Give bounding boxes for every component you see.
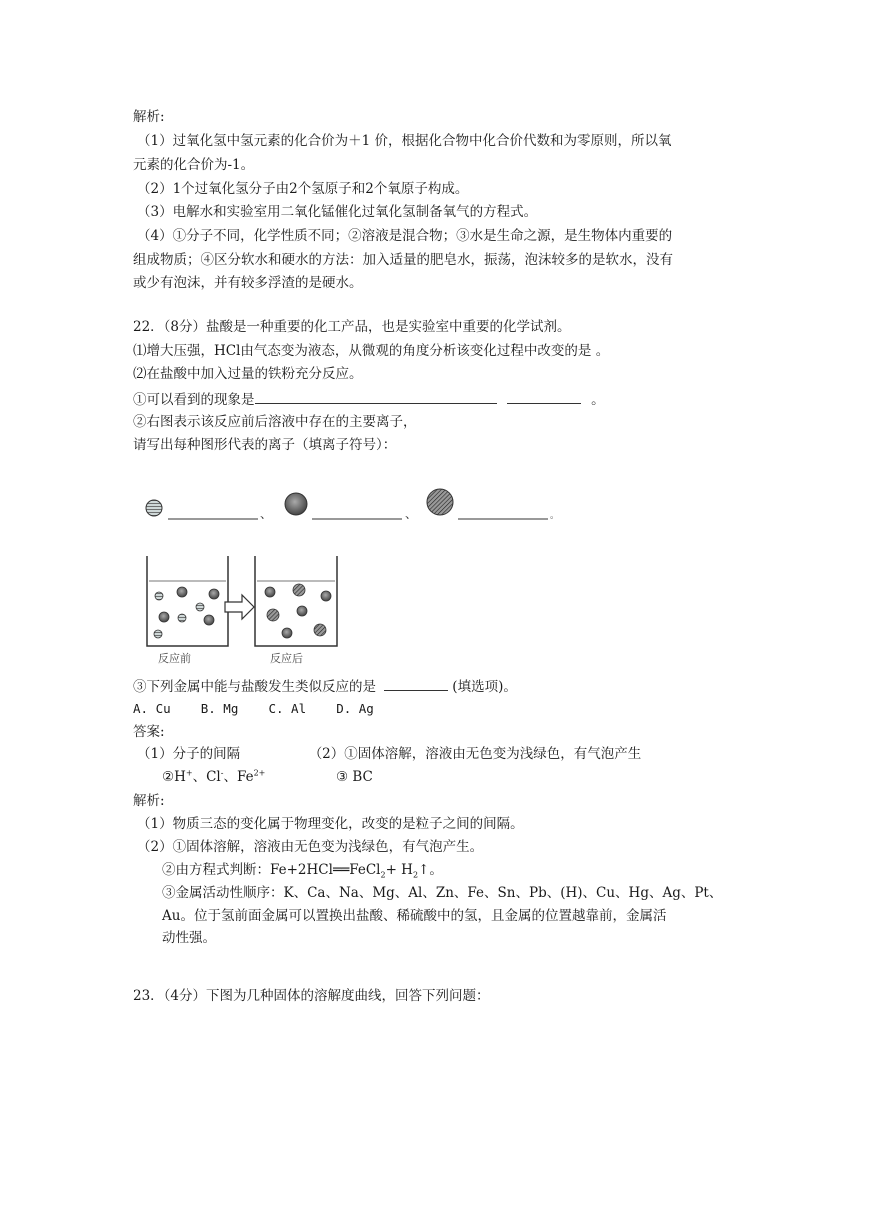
- q22-sub3: [133, 389, 605, 409]
- equation-product-sub: 2: [380, 870, 386, 880]
- analysis-p4c: 或少有泡沫，并有较多浮渣的是硬水。: [133, 275, 363, 291]
- cl-ion: [177, 587, 187, 597]
- q22-sub5: 请写出每种图形代表的离子（填离子符号）：: [133, 437, 397, 453]
- answer-blank-metals[interactable]: [384, 676, 448, 691]
- q22-analysis-heading: 解析:: [133, 793, 165, 809]
- q22-sub6-prefix: ③下列金属中能与盐酸发生类似反应的是: [133, 679, 376, 695]
- q22-sub6: [133, 676, 517, 696]
- answer-metals: ③ BC: [335, 769, 373, 785]
- q22-analysis-4a: ③金属活动性顺序：K、Ca、Na、Mg、Al、Zn、Fe、Sn、Pb、(H)、Cu、Hg、Ag、Pt、: [162, 885, 723, 901]
- answer-line-1: [137, 745, 641, 763]
- analysis-p1a: （1）过氧化氢中氢元素的化合价为＋1 价，根据化合物中化合价代数和为零原则，所以氧: [137, 133, 672, 149]
- fe-ion: [293, 584, 305, 596]
- q22-title: 22．（8分）盐酸是一种重要的化工产品，也是实验室中重要的化学试剂。: [133, 319, 571, 335]
- answer-heading: 答案:: [133, 724, 165, 740]
- fe-ion: [267, 609, 279, 621]
- legend-sep-1: 、: [260, 507, 273, 521]
- cl-ion: [159, 612, 169, 622]
- answer-ion-h-sup: +: [185, 768, 193, 778]
- q22-sub3-end: 。: [591, 392, 605, 408]
- q22-sub6-suffix: (填选项)。: [452, 679, 517, 695]
- answer-blank-phenomenon-2[interactable]: [507, 389, 581, 404]
- answer-ion-h: ②H: [162, 769, 186, 785]
- q22-sub1: ⑴增大压强，HCl由气态变为液态，从微观的角度分析该变化过程中改变的是 。: [133, 343, 610, 359]
- answer-ion-cl: 、Cl: [192, 769, 221, 785]
- answer-line-2: [162, 768, 373, 786]
- q22-analysis-4c: 动性强。: [162, 930, 216, 946]
- reaction-arrow-icon: [225, 595, 254, 619]
- caption-before: 反应前: [158, 652, 191, 665]
- analysis-heading: 解析:: [133, 109, 165, 125]
- q22-sub3-prefix: ①可以看到的现象是: [133, 392, 255, 408]
- equation-product-2: + H: [385, 862, 413, 878]
- analysis-p2: （2）1个过氧化氢分子由2个氢原子和2个氧原子构成。: [137, 181, 469, 197]
- answer-1b: （2）①固体溶解，溶液由无色变为浅绿色，有气泡产生: [308, 746, 642, 762]
- ion-diagram: [130, 478, 570, 668]
- q22-sub4: ②右图表示该反应前后溶液中存在的主要离子，: [133, 414, 417, 430]
- h-ion: [196, 603, 204, 611]
- caption-after: 反应后: [270, 652, 303, 665]
- fe-ion: [314, 624, 326, 636]
- q22-analysis-1: （1）物质三态的变化属于物理变化，改变的是粒子之间的间隔。: [137, 816, 524, 832]
- legend-sep-2: 、: [405, 507, 418, 521]
- analysis-p4a: （4）①分子不同，化学性质不同；②溶液是混合物；③水是生命之源，是生物体内重要的: [137, 228, 673, 244]
- cl-ion: [321, 591, 331, 601]
- cl-ion: [204, 615, 214, 625]
- h-ion: [155, 592, 163, 600]
- analysis-p4b: 组成物质；④区分软水和硬水的方法：加入适量的肥皂水，振荡，泡沫较多的是软水，没有: [133, 252, 673, 268]
- ion-diagram-svg: [130, 478, 570, 668]
- answer-ion-fe: 、Fe: [223, 769, 254, 785]
- analysis-p1b: 元素的化合价为-1。: [133, 157, 255, 173]
- q22-analysis-3: [162, 861, 443, 879]
- cl-ion: [282, 628, 292, 638]
- q22-analysis-4b: Au。位于氢前面金属可以置换出盐酸、稀硫酸中的氢，且金属的位置越靠前，金属活: [162, 908, 667, 924]
- h-ion: [154, 630, 162, 638]
- answer-ion-cl-sup: -: [220, 768, 224, 778]
- q22-sub2: ⑵在盐酸中加入过量的铁粉充分反应。: [133, 366, 363, 382]
- cl-ion: [265, 587, 275, 597]
- q23-title: 23．（4分）下图为几种固体的溶解度曲线，回答下列问题：: [133, 988, 490, 1004]
- equation-equals: ══: [332, 862, 350, 878]
- equation-product-2-sub: 2: [412, 870, 419, 880]
- equation-product: FeCl: [349, 862, 381, 878]
- h-ion: [178, 614, 186, 622]
- equation-end: ↑。: [418, 862, 443, 878]
- cl-ion: [297, 606, 307, 616]
- h-ion-legend-icon: [146, 500, 162, 516]
- answer-blank-phenomenon[interactable]: [255, 389, 497, 404]
- analysis-p3: （3）电解水和实验室用二氧化锰催化过氧化氢制备氧气的方程式。: [137, 204, 538, 220]
- cl-ion-legend-icon: [285, 493, 307, 515]
- cl-ion: [209, 589, 219, 599]
- equation-left: ②由方程式判断：Fe+2HCl: [162, 862, 333, 878]
- fe-ion-legend-icon: [427, 489, 453, 515]
- q22-options: A. Cu B. Mg C. Al D. Ag: [133, 701, 374, 716]
- answer-1a: （1）分子的间隔: [137, 746, 241, 762]
- answer-ion-fe-sup: 2+: [253, 768, 266, 778]
- legend-end: 。: [550, 511, 560, 521]
- q22-analysis-2: （2）①固体溶解，溶液由无色变为浅绿色，有气泡产生。: [137, 839, 484, 855]
